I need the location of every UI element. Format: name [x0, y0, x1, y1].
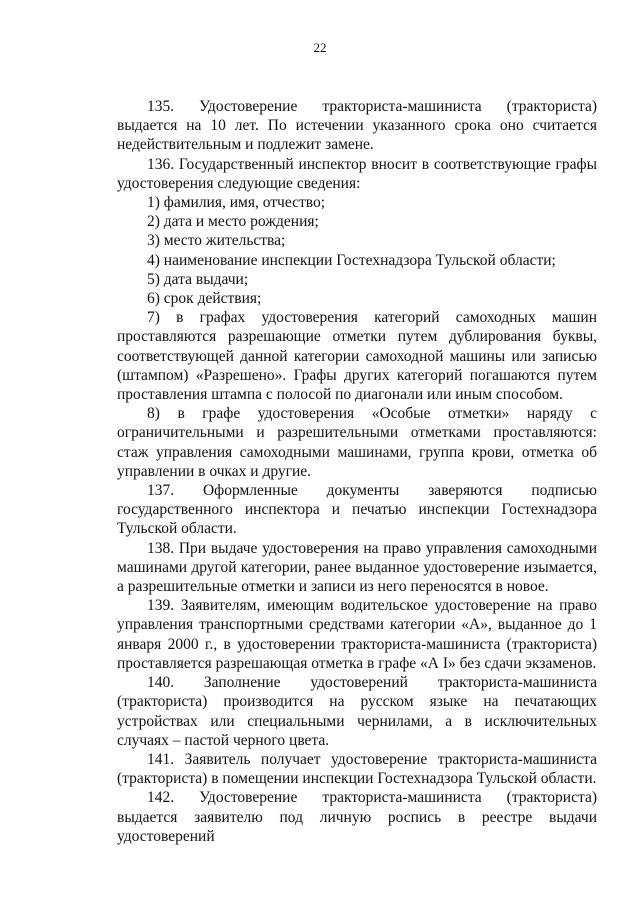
list-item-2: 2) дата и место рождения; [147, 213, 319, 231]
list-item-3: 3) место жительства; [147, 232, 286, 250]
paragraph-137: 137. Оформленные документы заверяются подписью государственного инспектора и печатью инспекции Гостехнадзора Тульской области. [117, 482, 597, 538]
list-item-6: 6) срок действия; [147, 290, 262, 308]
list-item-8: 8) в графе удостоверения «Особые отметки» наряду с ограничительными и разрешительными отметками проставляются: стаж управления самоходными машинами, группа крови, отметка об управлении в очках и другие. [117, 405, 597, 480]
list-item-7: 7) в графах удостоверения категорий самоходных машин проставляются разрешающие отметки путем дублирования буквы, соответствующей данной категории самоходной машины или записью (штампом) «Разрешено». Графы других категорий погашаются путем проставления штампа с полосой по диагонали или иным способом. [117, 309, 597, 404]
document-body [117, 97, 597, 846]
page-number: 22 [313, 40, 327, 55]
list-item-4: 4) наименование инспекции Гостехнадзора Тульской области; [147, 251, 556, 269]
paragraph-138: 138. При выдаче удостоверения на право управления самоходными машинами другой категории, ранее выданное удостоверение изымается, а разрешительные отметки и записи из него переносятся в новое. [117, 539, 597, 596]
paragraph-140: 140. Заполнение удостоверений тракториста-машиниста (тракториста) производится на русском языке на печатающих устройствах или специальными чернилами, а в исключительных случаях – пастой черного цвета. [117, 674, 597, 749]
paragraph-142: 142. Удостоверение тракториста-машиниста (тракториста) выдается заявителю под личную роспись в реестре выдачи удостоверений [117, 789, 597, 845]
list-item-1: 1) фамилия, имя, отчество; [147, 194, 326, 212]
paragraph-136: 136. Государственный инспектор вносит в соответствующие графы удостоверения следующие сведения: [117, 155, 597, 192]
paragraph-141: 141. Заявитель получает удостоверение тракториста-машиниста (тракториста) в помещении инспекции Гостехнадзора Тульской области. [117, 750, 597, 788]
paragraph-139: 139. Заявителям, имеющим водительское удостоверение на право управления транспортными средствами категории «А», выданное до 1 января 2000 г., в удостоверении тракториста-машиниста (тракториста) проставляется разрешающая отметка в графе «А I» без сдачи экзаменов. [117, 597, 597, 672]
paragraph-135: 135. Удостоверение тракториста-машиниста (тракториста) выдается на 10 лет. По истечении указанного срока оно считается недействительным и подлежит замене. [117, 98, 597, 154]
list-item-5: 5) дата выдачи; [147, 270, 249, 288]
